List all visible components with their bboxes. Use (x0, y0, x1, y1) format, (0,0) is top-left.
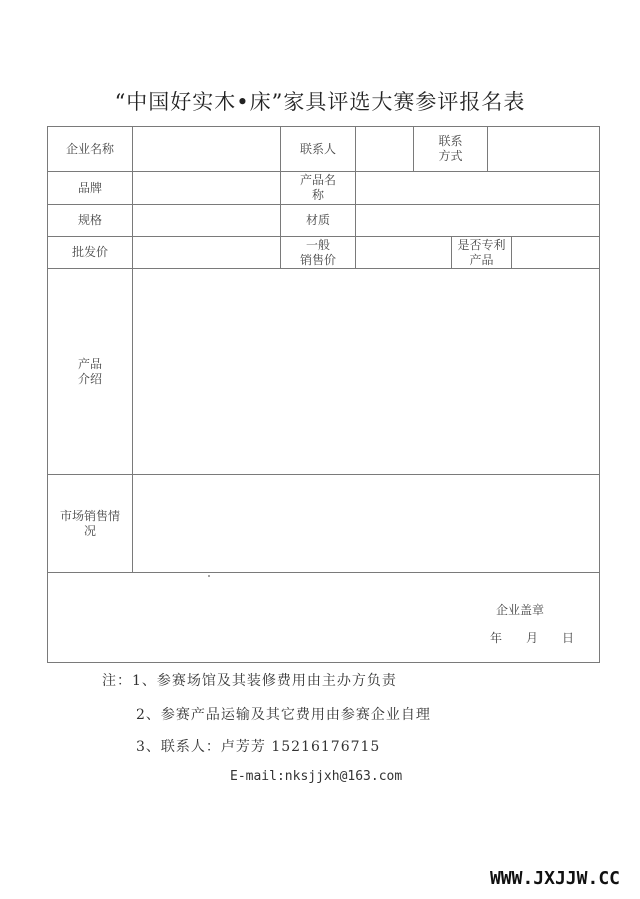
field-product-name[interactable] (356, 172, 600, 205)
label-retail-price: 一般 销售价 (281, 237, 356, 269)
field-contact-person[interactable] (356, 127, 414, 172)
label-patent: 是否专利产品 (452, 237, 512, 269)
field-patent[interactable] (512, 237, 600, 269)
field-retail-price[interactable] (356, 237, 452, 269)
date-day: 日 (562, 631, 575, 645)
seal-area[interactable] (48, 573, 600, 663)
date-line (490, 631, 598, 646)
label-spec: 规格 (48, 205, 133, 237)
field-brand[interactable] (133, 172, 281, 205)
field-market-sales[interactable] (133, 475, 600, 573)
label-wholesale-price: 批发价 (48, 237, 133, 269)
label-contact-method: 联系 方式 (414, 127, 488, 172)
field-contact-method[interactable] (488, 127, 600, 172)
label-material: 材质 (281, 205, 356, 237)
note-1: 注：1、参赛场馆及其装修费用由主办方负责 (102, 673, 397, 689)
date-year: 年 (490, 631, 503, 645)
label-company-name: 企业名称 (48, 127, 133, 172)
speck-mark (208, 575, 210, 577)
field-material[interactable] (356, 205, 600, 237)
note-2: 2、参赛产品运输及其它费用由参赛企业自理 (136, 707, 431, 723)
label-product-name: 产品名 称 (281, 172, 356, 205)
note-3: 3、联系人：卢芳芳 15216176715 (136, 739, 381, 755)
label-product-intro: 产品 介绍 (48, 269, 133, 475)
label-market-sales: 市场销售情 况 (48, 475, 133, 573)
field-spec[interactable] (133, 205, 281, 237)
company-seal-label: 企业盖章 (496, 603, 545, 617)
field-wholesale-price[interactable] (133, 237, 281, 269)
label-brand: 品牌 (48, 172, 133, 205)
site-watermark: WWW.JXJJW.CC (489, 868, 620, 889)
date-month: 月 (526, 631, 539, 645)
form-title: “中国好实木•床”家具评选大赛参评报名表 (114, 90, 526, 114)
field-company-name[interactable] (133, 127, 281, 172)
registration-form-table (47, 126, 600, 663)
email-line: E-mail:nksjjxh@163.com (230, 769, 403, 784)
label-contact-person: 联系人 (281, 127, 356, 172)
field-product-intro[interactable] (133, 269, 600, 475)
